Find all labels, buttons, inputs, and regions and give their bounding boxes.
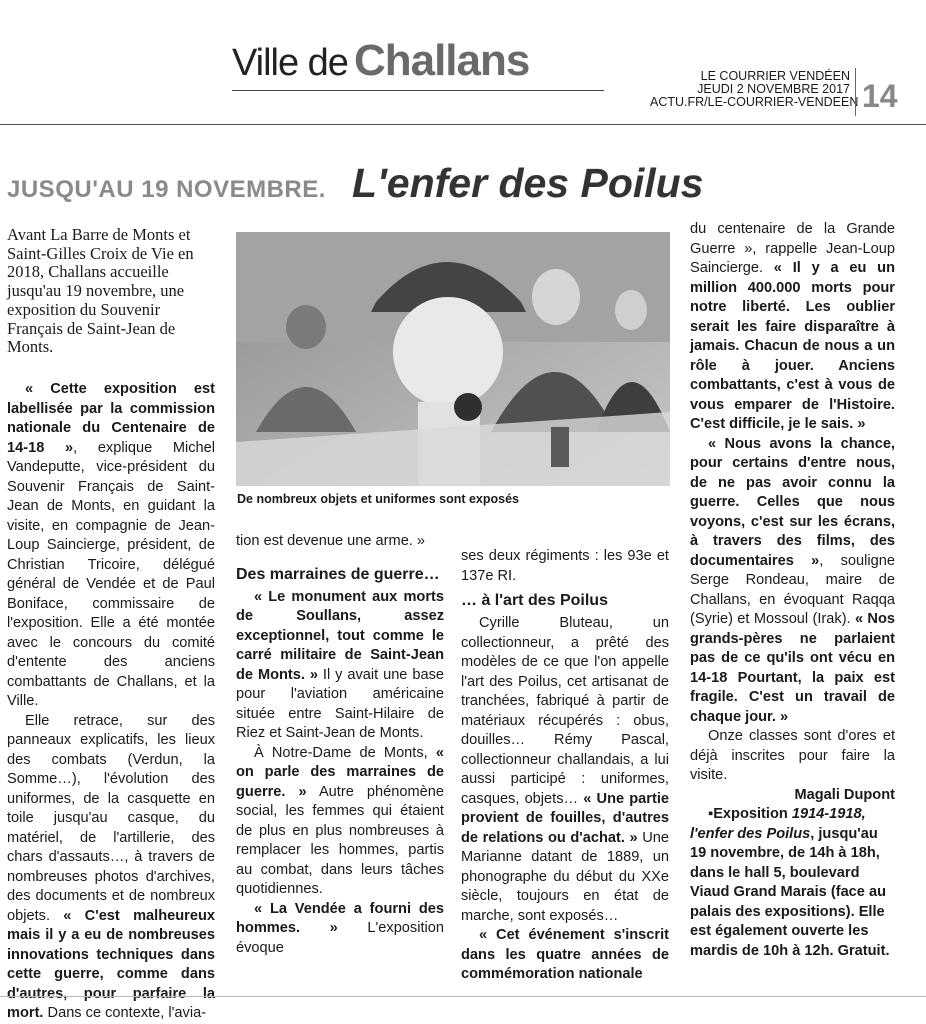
page-number: 14 — [862, 78, 898, 114]
page-divider — [855, 68, 856, 116]
continued-text: tion est devenue une arme. » — [236, 533, 426, 549]
newspaper-name: LE COURRIER VENDÉEN — [700, 69, 850, 83]
subheading: Des marraines de guerre… — [236, 565, 440, 583]
section-prefix: Ville de — [232, 42, 348, 84]
footer-rule — [0, 996, 926, 997]
quote: « Une partie provient de fouilles, d'autres de relations ou d'achat. » — [461, 790, 669, 846]
author-byline: Magali Dupont — [794, 786, 895, 803]
closing-paragraph: Onze classes sont d'ores et déjà inscrites pour faire la visite. — [690, 728, 895, 783]
quote: « on parle des marraines de guerre. » — [236, 744, 444, 800]
quote: « C'est malheureux mais il y a eu de nombreuses innovations techniques dans cette guerre, comme dans d'autres, pour parfaire la mort. — [7, 907, 215, 1021]
quote: « Cet événement s'inscrit dans les quatre années de commémoration nationale — [461, 927, 669, 982]
article-column-2: tion est devenue une arme. » Des marraines de guerre… « Le monument aux morts de Soullans, assez exceptionnel, tout comme le carré militaire de Saint-Jean de Monts. » Il y avait une base pour l'aviation américaine située entre Saint-Hilaire de Riez et Saint-Jean de Monts. À Notre-Dame de Monts, « on parle des marraines de guerre. » Autre phénomène social, les femmes qui étaient de plus en plus nombreuses à remplacer les hommes, partis au combat, dans leurs tâches quotidiennes. « La Vendée a fourni des hommes. » L'exposition évoque — [236, 533, 444, 956]
lead-paragraph: Avant La Barre de Monts et Saint-Gilles Croix de Vie en 2018, Challans accueille jusqu'au 19 novembre, une exposition du Souvenir Français de Saint-Jean de Monts. — [7, 225, 194, 357]
quote: « Cette exposition est labellisée par la commission nationale du Centenaire de 14-18 » — [7, 381, 215, 456]
article-column-3: ses deux régiments : les 93e et 137e RI. … à l'art des Poilus Cyrille Bluteau, un collectionneur, a prêté des modèles de ce que l'on appelle l'art des Poilus, cet artisanat de tranchées, fabriqué à partir de matériaux récupérés : obus, douilles… Rémy Pascal, collectionneur challandais, a lui aussi participé : uniformes, casques, objets… « Une partie provient de fouilles, d'autres de relations ou d'achat. » Une Marianne datant de 1889, un phonographe du début du XXe siècle, toujours en état de marche, sont exposés… « Cet événement s'inscrit dans les quatre années de commémoration nationale — [461, 548, 669, 982]
header-rule — [0, 124, 926, 125]
quote: « Nous avons la chance, pour certains d'entre nous, de ne pas avoir connu la guerre. Celles que nous voyons, c'est sur les écrans, à travers des films, des documentaires » — [690, 435, 895, 569]
quote: « Le monument aux morts de Soullans, assez exceptionnel, tout comme le carré militaire de Saint-Jean de Monts. » — [236, 588, 444, 683]
continued-text: du centenaire de la Grande Guerre » — [690, 221, 895, 257]
kicker: JUSQU'AU 19 NOVEMBRE. — [7, 176, 326, 203]
subheading: … à l'art des Poilus — [461, 592, 608, 609]
continued-text: ses deux régiments : les 93e et 137e RI. — [461, 548, 669, 584]
photo-caption: De nombreux objets et uniformes sont exposés — [237, 492, 520, 506]
section-city: Challans — [353, 36, 530, 85]
article-column-1: « Cette exposition est labellisée par la commission nationale du Centenaire de 14-18 », explique Michel Vandeputte, vice-président du Souvenir Français de Saint-Jean de Monts, en guidant la visite, en compagnie de Jean-Loup Saincierge, président, de Christian Tricoire, délégué général de Vendée et de Paul Boniface, commissaire de l'exposition. Elle a été montée avec le concours du comité d'entente des anciens combattants de Challans, et la Ville. Elle retrace, sur des panneaux explicatifs, les lieux des combats (Verdun, la Somme…), l'évolution des uniformes, de la casquette en toile jusqu'au casque, du matériel, de l'artillerie, des chars d'assauts…, à travers de nombreuses photos d'archives, des documents et de nombreux objets. « C'est malheureux mais il y a eu de nombreuses innovations techniques dans cette guerre, comme dans d'autres, pour parfaire la mort. Dans ce contexte, l'avia- — [7, 381, 216, 1021]
exhibit-photo-illustration — [236, 232, 670, 486]
article-column-4: du centenaire de la Grande Guerre », rappelle Jean-Loup Saincierge. « Il y a eu un million 400.000 morts pour notre liberté. Les oublier serait les faire disparaître à jamais. Chacun de nous a un rôle à jouer. Anciens combattants, c'est à vous de vous emparer de l'Histoire. C'est difficile, je le sais. » « Nous avons la chance, pour certains d'entre nous, de ne pas avoir connu la guerre. Celles que nous voyons, c'est sur les écrans, à travers des films, des documentaires », souligne Serge Rondeau, maire de Challans, en évoquant Raqqa (Syrie) et Mossoul (Irak). « Nos grands-pères ne parlaient pas de ce qu'ils ont vécu en 14-18 Pourtant, la paix est fragile. C'est un travail de chaque jour. » Onze classes sont d'ores et déjà inscrites pour faire la visite. Magali Dupont ▪Exposition 1914-1918, l'enfer des Poilus, jusqu'au 19 novembre, de 14h à 18h, dans le hall 5, boulevard Viaud Grand Marais (face au palais des expositions). Elle est également ouverte les mardis de 10h à 12h. Gratuit. — [690, 220, 895, 961]
article-photo — [236, 232, 670, 486]
masthead-rule — [232, 90, 604, 91]
quote: « La Vendée a fourni des hommes. » — [236, 900, 444, 936]
publication-info — [650, 69, 859, 109]
website: ACTU.FR/LE-COURRIER-VENDEEN — [650, 95, 859, 109]
quote: « Il y a eu un million 400.000 morts pour notre liberté. Les oublier serait les faire disparaître à jamais. Chacun de nous a un rôle à jouer. Anciens combattants, c'est à vous de vous emparer de l'Histoire. C'est difficile, je le sais. » — [690, 260, 895, 432]
info-bullet-icon: ▪ — [708, 806, 714, 822]
publication-date: JEUDI 2 NOVEMBRE 2017 — [697, 82, 850, 96]
practical-info: ▪Exposition 1914-1918, l'enfer des Poilus, jusqu'au 19 novembre, de 14h à 18h, dans le hall 5, boulevard Viaud Grand Marais (face au palais des expositions). Elle est également ouverte les mardis de 10h à 12h. Gratuit. — [690, 806, 890, 959]
headline: L'enfer des Poilus — [352, 160, 704, 206]
section-title — [232, 36, 529, 86]
quote: « Nos grands-pères ne parlaient pas de ce qu'ils ont vécu en 14-18 Pourtant, la paix est fragile. C'est un travail de chaque jour. » — [690, 611, 895, 725]
